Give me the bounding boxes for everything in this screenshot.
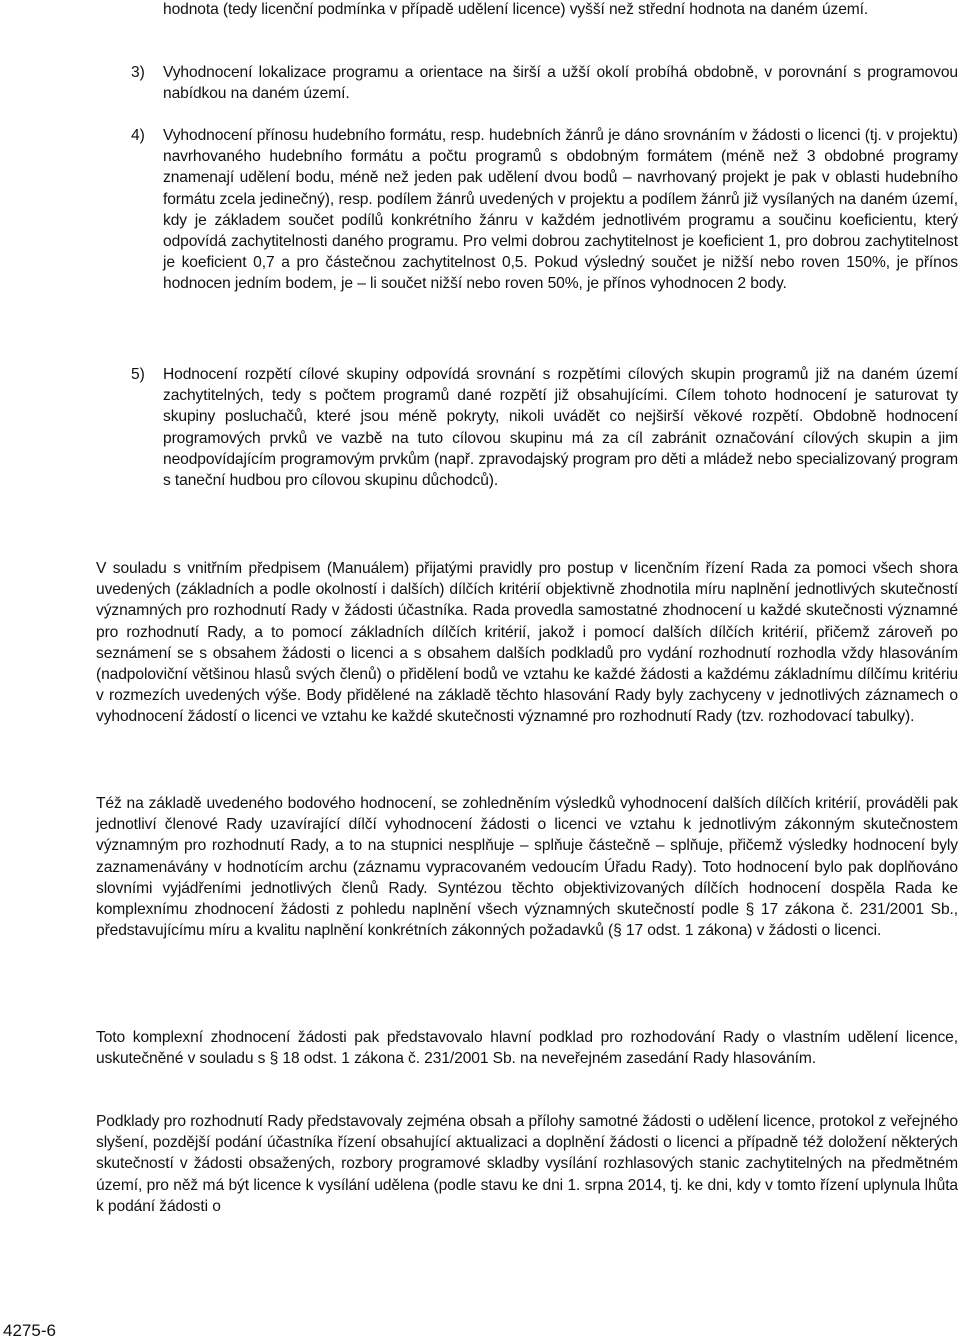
paragraph-4: Podklady pro rozhodnutí Rady představovaly zejména obsah a přílohy samotné žádosti o udělení licence, protokol z veřejného slyšení, pozdější podání účastníka řízení obsahující aktualizaci a doplnění žádosti o licenci a případně též doložení některých skutečností v žádosti obsažených, rozbory programové skladby vysílání rozhlasových stanic zachytitelných na předmětném území, pro něž má být licence k vysílání udělena (podle stavu ke dni 1. srpna 2014, tj. ke dni, kdy v tomto řízení uplynula lhůta k podání žádosti o (96, 1113, 958, 1215)
item-number-4: 4) (131, 127, 145, 144)
item-number-5: 5) (131, 366, 145, 383)
item-text-3: Vyhodnocení lokalizace programu a orientace na širší a užší okolí probíhá obdobně, v porovnání s programovou nabídkou na daném území. (163, 64, 958, 103)
paragraph-1: V souladu s vnitřním předpisem (Manuálem) přijatými pravidly pro postup v licenčním řízení Rada za pomoci všech shora uvedených (základních a podle okolností i dalších) dílčích kritérií objektivně zhodnotila míru naplnění jednotlivých skutečností významných pro rozhodnutí Rady v žádosti účastníka. Rada provedla samostatné zhodnocení u každé skutečnosti významné pro rozhodnutí Rady, a to pomocí základních dílčích kritérií, jakož i pomocí dalších dílčích kritérií, přičemž zároveň po seznámení se s obsahem žádosti o licenci a s obsahem dalších podkladů pro vydání rozhodnutí rozhodla vždy hlasováním (nadpoloviční většinou hlasů svých členů) o přidělení bodů ve vztahu ke každé žádosti a každému základnímu dílčímu kritériu v rozmezích uvedených výše. Body přidělené na základě těchto hlasování Rady byly zachyceny v jednotlivých záznamech o vyhodnocení žádostí o licenci ve vztahu ke každé skutečnosti významné pro rozhodnutí Rady (tzv. rozhodovací tabulky). (96, 560, 958, 726)
item-text-5: Hodnocení rozpětí cílové skupiny odpovídá srovnání s rozpětími cílových skupin programů již na daném území zachytitelných, tedy s počtem programů dané rozpětí již obsahujícími. Cílem tohoto hodnocení je saturovat ty skupiny posluchačů, které jsou méně pokryty, nikoli uvádět co nejširší věkové rozpětí. Obdobně hodnocení programových prvků ve vazbě na tuto cílovou skupinu má za cíl zabránit označování cílových skupin a jim neodpovídajícím programovým prvkům (např. zpravodajský program pro děti a mládež nebo specializovaný program s taneční hudbou pro cílovou skupinu důchodců). (163, 366, 958, 490)
paragraph-2: Též na základě uvedeného bodového hodnocení, se zohledněním výsledků vyhodnocení dalších dílčích kritérií, prováděli pak jednotliví členové Rady uzavírající dílčí vyhodnocení žádosti o licenci ve vztahu k jednotlivým zákonným skutečnostem významným pro rozhodnutí Rady, a to na stupnici nesplňuje – splňuje částečně – splňuje, přičemž výsledky hodnocení byly zaznamenávány v hodnotícím archu (záznamu vypracovaném vedoucím Úřadu Rady). Toto hodnocení bylo pak doplňováno slovními vyjádřeními jednotlivých členů Rady. Syntézou těchto objektivizovaných dílčích hodnocení dospěla Rada ke komplexnímu zhodnocení žádosti z pohledu naplnění všech významných skutečností podle § 17 zákona č. 231/2001 Sb., představujícímu míru a kvalitu naplnění konkrétních zákonných požadavků (§ 17 odst. 1 zákona) v žádosti o licenci. (96, 795, 958, 940)
item-number-3: 3) (131, 64, 145, 81)
paragraph-3: Toto komplexní zhodnocení žádosti pak představovalo hlavní podklad pro rozhodování Rady o vlastním udělení licence, uskutečněné v souladu s § 18 odst. 1 zákona č. 231/2001 Sb. na neveřejném zasedání Rady hlasováním. (96, 1029, 958, 1068)
item-text-4: Vyhodnocení přínosu hudebního formátu, resp. hudebních žánrů je dáno srovnáním v žádosti o licenci (tj. v projektu) navrhovaného hudebního formátu a počtu programů s obdobným formátem (méně než 3 obdobné programy znamenají udělení bodu, méně než jeden pak udělení dvou bodů – navrhovaný projekt je pak v oblasti hudebního formátu zcela jedinečný), resp. podílem žánrů uvedených v projektu a podílem žánrů již vysílaných na daném území, kdy je základem součet podílů konkrétního žánru v každém jednotlivém programu a součinu koeficientu, který odpovídá zachytitelnosti daného programu. Pro velmi dobrou zachytitelnost je koeficient 1, pro dobrou zachytitelnost je koeficient 0,7 a pro částečnou zachytitelnost 0,5. Pokud výsledný součet je nižší nebo roven 150%, je přínos hodnocen jedním bodem, je – li součet nižší nebo roven 50%, je přínos vyhodnocen 2 body. (163, 127, 958, 293)
intro-fragment: hodnota (tedy licenční podmínka v případě udělení licence) vyšší než střední hodnota na daném území. (163, 1, 869, 18)
page-number: 4275-6 (3, 1321, 56, 1340)
